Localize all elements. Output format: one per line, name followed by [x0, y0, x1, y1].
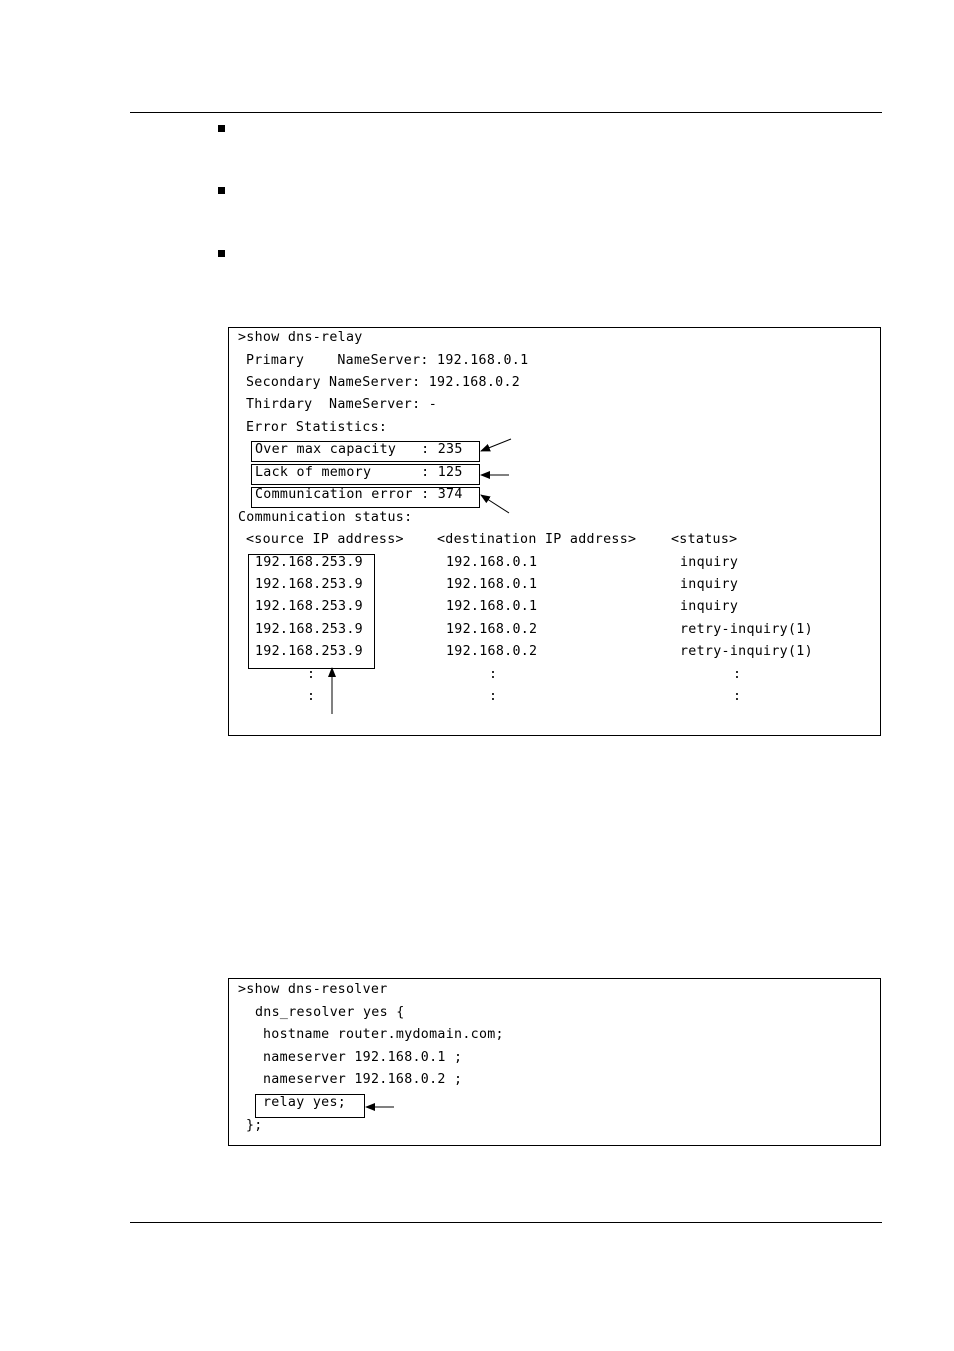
communication-status-header: Communication status: [238, 510, 413, 525]
column-source-ip: <source IP address> [246, 532, 404, 547]
row-destination-ip: 192.168.0.2 [446, 622, 538, 637]
thirdary-nameserver-line: Thirdary NameServer: - [246, 397, 438, 412]
row-status: inquiry [680, 577, 739, 592]
arrow-communication-error [481, 495, 509, 513]
row-destination-ip: 192.168.0.2 [446, 644, 538, 659]
row-status: retry-inquiry(1) [680, 622, 813, 637]
resolver-close-line: }; [246, 1118, 263, 1133]
row-status: inquiry [680, 555, 739, 570]
error-over-max-capacity: Over max capacity : 235 [255, 442, 463, 457]
relay-command-line: >show dns-relay [238, 330, 363, 345]
resolver-nameserver-line: nameserver 192.168.0.1 ; [263, 1050, 463, 1065]
row-source-ip: 192.168.253.9 [255, 644, 363, 659]
row-destination-ip: 192.168.0.1 [446, 599, 538, 614]
error-statistics-header: Error Statistics: [246, 420, 388, 435]
arrow-over-max-capacity [481, 439, 511, 451]
continuation-colon: : [307, 667, 316, 682]
continuation-colon: : [489, 689, 498, 704]
primary-nameserver-line: Primary NameServer: 192.168.0.1 [246, 353, 529, 368]
continuation-colon: : [733, 689, 742, 704]
row-status: inquiry [680, 599, 739, 614]
continuation-colon: : [307, 689, 316, 704]
column-status: <status> [671, 532, 738, 547]
continuation-colon: : [733, 667, 742, 682]
row-source-ip: 192.168.253.9 [255, 599, 363, 614]
error-lack-of-memory: Lack of memory : 125 [255, 465, 463, 480]
continuation-colon: : [489, 667, 498, 682]
row-destination-ip: 192.168.0.1 [446, 555, 538, 570]
row-source-ip: 192.168.253.9 [255, 555, 363, 570]
row-status: retry-inquiry(1) [680, 644, 813, 659]
resolver-relay-line: relay yes; [263, 1095, 347, 1110]
error-communication: Communication error : 374 [255, 487, 463, 502]
row-source-ip: 192.168.253.9 [255, 622, 363, 637]
resolver-command-line: >show dns-resolver [238, 982, 388, 997]
resolver-open-line: dns_resolver yes { [255, 1005, 405, 1020]
column-destination-ip: <destination IP address> [437, 532, 637, 547]
resolver-nameserver-line: nameserver 192.168.0.2 ; [263, 1072, 463, 1087]
row-source-ip: 192.168.253.9 [255, 577, 363, 592]
resolver-hostname-line: hostname router.mydomain.com; [263, 1027, 504, 1042]
row-destination-ip: 192.168.0.1 [446, 577, 538, 592]
secondary-nameserver-line: Secondary NameServer: 192.168.0.2 [246, 375, 521, 390]
